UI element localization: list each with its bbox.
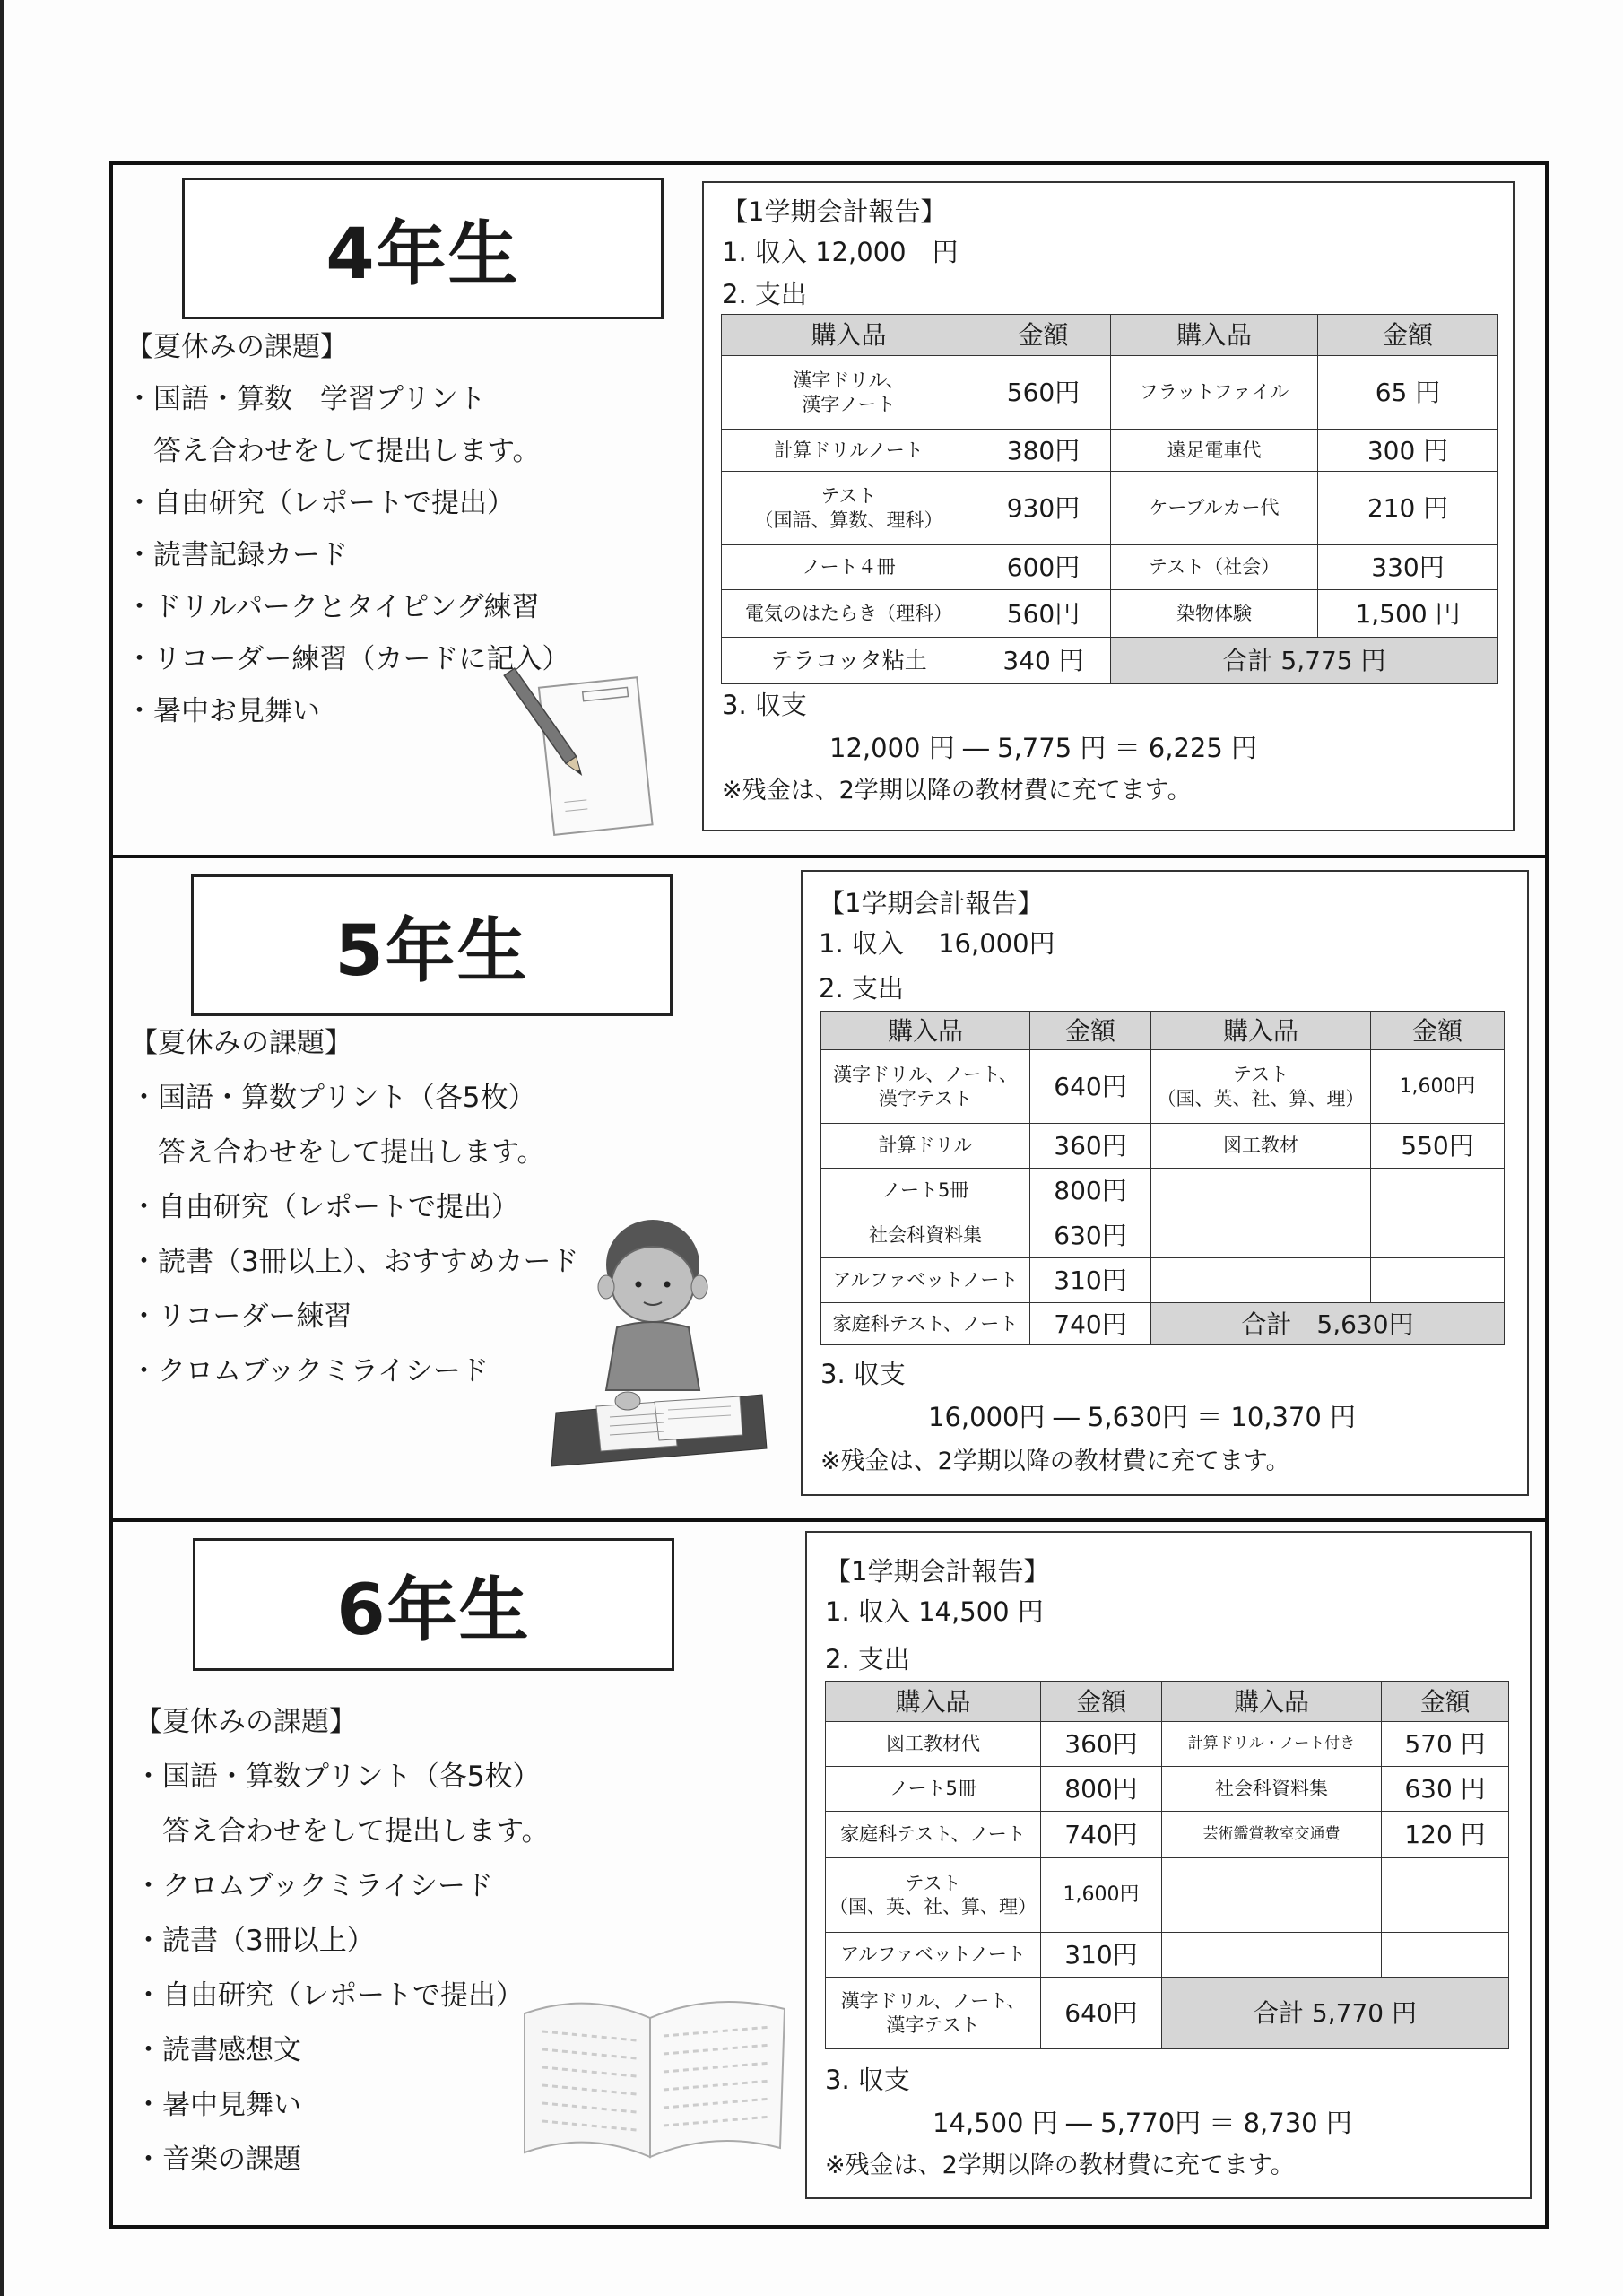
item-cell xyxy=(1162,1858,1382,1933)
header-item: 購入品 xyxy=(1111,315,1318,356)
item-cell: 図工教材 xyxy=(1151,1124,1371,1169)
table-row xyxy=(826,1812,1509,1858)
table-row xyxy=(821,1213,1505,1258)
amount-cell: 330円 xyxy=(1318,545,1498,590)
table-row xyxy=(722,590,1498,638)
item-cell: 染物体験 xyxy=(1111,590,1318,638)
amount-cell: 600円 xyxy=(976,545,1111,590)
task-item: ・ドリルパークとタイピング練習 xyxy=(126,591,540,623)
postcard-and-pencil-illustration xyxy=(484,664,673,843)
balance-equation: 16,000円 ― 5,630円 ＝ 10,370 円 xyxy=(928,1402,1357,1432)
balance-equation: 12,000 円 ― 5,775 円 ＝ 6,225 円 xyxy=(829,733,1258,763)
task-item: ・音楽の課題 xyxy=(135,2144,301,2176)
item-cell xyxy=(1151,1169,1371,1213)
task-item: ・自由研究（レポートで提出） xyxy=(135,1979,524,2012)
item-cell: 図工教材代 xyxy=(826,1722,1041,1767)
table-row xyxy=(722,430,1498,472)
amount-cell: 640円 xyxy=(1041,1978,1162,2049)
income-line: 1. 収入 12,000 円 xyxy=(722,237,959,267)
item-cell: 電気のはたらき（理科） xyxy=(722,590,976,638)
amount-cell: 1,500 円 xyxy=(1318,590,1498,638)
task-item: 答え合わせをして提出します。 xyxy=(126,435,541,467)
expense-heading: 2. 支出 xyxy=(819,973,904,1004)
grade6-task-list xyxy=(135,1695,550,2187)
item-cell: 計算ドリル xyxy=(821,1124,1030,1169)
tasks-heading: 【夏休みの課題】 xyxy=(126,331,348,363)
item-cell xyxy=(1151,1258,1371,1303)
amount-cell: 310円 xyxy=(1041,1933,1162,1978)
remainder-note: ※残金は、2学期以降の教材費に充てます。 xyxy=(825,2152,1295,2179)
amount-cell: 640円 xyxy=(1030,1050,1151,1124)
task-item: ・読書感想文 xyxy=(135,2034,301,2066)
item-cell: 計算ドリル・ノート付き xyxy=(1162,1722,1382,1767)
task-item: ・自由研究（レポートで提出） xyxy=(126,487,515,519)
amount-cell: 1,600円 xyxy=(1041,1858,1162,1933)
table-row xyxy=(821,1303,1505,1345)
report-heading: 【1学期会計報告】 xyxy=(819,888,1044,918)
table-row xyxy=(821,1169,1505,1213)
table-row xyxy=(821,1050,1505,1124)
task-item: 答え合わせをして提出します。 xyxy=(135,1815,550,1848)
table-row xyxy=(722,638,1498,684)
balance-heading: 3. 収支 xyxy=(825,2065,910,2095)
item-cell: 家庭科テスト、ノート xyxy=(821,1303,1030,1345)
item-cell: アルファベットノート xyxy=(821,1258,1030,1303)
table-row xyxy=(826,1722,1509,1767)
table-header-row xyxy=(826,1682,1509,1722)
amount-cell: 800円 xyxy=(1030,1169,1151,1213)
amount-cell: 65 円 xyxy=(1318,356,1498,430)
amount-cell xyxy=(1382,1858,1509,1933)
expense-table xyxy=(820,1011,1505,1345)
amount-cell xyxy=(1382,1933,1509,1978)
amount-cell: 120 円 xyxy=(1382,1812,1509,1858)
section-divider xyxy=(109,855,1549,858)
header-item: 購入品 xyxy=(722,315,976,356)
balance-heading: 3. 収支 xyxy=(722,690,807,720)
income-line: 1. 収入 16,000円 xyxy=(819,928,1055,959)
task-item: 答え合わせをして提出します。 xyxy=(130,1136,545,1169)
item-cell: フラットファイル xyxy=(1111,356,1318,430)
amount-cell xyxy=(1371,1213,1505,1258)
grade4-accounting-report xyxy=(702,181,1515,831)
amount-cell: 300 円 xyxy=(1318,430,1498,472)
item-cell: 計算ドリルノート xyxy=(722,430,976,472)
grade5-accounting-report xyxy=(801,870,1529,1496)
amount-cell xyxy=(1371,1169,1505,1213)
item-cell: テスト （国、英、社、算、理） xyxy=(826,1858,1041,1933)
amount-cell: 560円 xyxy=(976,356,1111,430)
table-row xyxy=(826,1933,1509,1978)
item-cell: 社会科資料集 xyxy=(821,1213,1030,1258)
amount-cell: 800円 xyxy=(1041,1767,1162,1812)
table-header-row xyxy=(821,1012,1505,1050)
balance-equation: 14,500 円 ― 5,770円 ＝ 8,730 円 xyxy=(933,2108,1352,2138)
report-heading: 【1学期会計報告】 xyxy=(722,196,947,227)
amount-cell: 740円 xyxy=(1030,1303,1151,1345)
amount-cell: 310円 xyxy=(1030,1258,1151,1303)
item-cell: テスト （国語、算数、理科） xyxy=(722,472,976,545)
expense-table xyxy=(825,1681,1509,2049)
item-cell xyxy=(1162,1933,1382,1978)
item-cell: ノート４冊 xyxy=(722,545,976,590)
report-heading: 【1学期会計報告】 xyxy=(825,1556,1050,1587)
item-cell: テスト（社会） xyxy=(1111,545,1318,590)
table-row xyxy=(821,1124,1505,1169)
balance-heading: 3. 収支 xyxy=(820,1359,906,1389)
amount-cell: 570 円 xyxy=(1382,1722,1509,1767)
grade6-accounting-report xyxy=(805,1531,1532,2199)
remainder-note: ※残金は、2学期以降の教材費に充てます。 xyxy=(820,1448,1290,1475)
item-cell: 遠足電車代 xyxy=(1111,430,1318,472)
item-cell: ノート5冊 xyxy=(826,1767,1041,1812)
task-item: ・読書記録カード xyxy=(126,539,348,571)
amount-cell: 550円 xyxy=(1371,1124,1505,1169)
expense-heading: 2. 支出 xyxy=(722,279,807,309)
item-cell: アルファベットノート xyxy=(826,1933,1041,1978)
header-amount: 金額 xyxy=(976,315,1111,356)
header-item: 購入品 xyxy=(821,1012,1030,1050)
table-row xyxy=(826,1978,1509,2049)
task-item: ・読書（3冊以上）、おすすめカード xyxy=(130,1246,579,1278)
tasks-heading: 【夏休みの課題】 xyxy=(130,1027,352,1059)
item-cell: ケーブルカー代 xyxy=(1111,472,1318,545)
expense-heading: 2. 支出 xyxy=(825,1644,910,1674)
task-item: ・読書（3冊以上） xyxy=(135,1925,375,1957)
table-row xyxy=(722,472,1498,545)
item-cell: 漢字ドリル、ノート、 漢字テスト xyxy=(821,1050,1030,1124)
item-cell xyxy=(1151,1213,1371,1258)
table-row xyxy=(722,356,1498,430)
grade5-title: 5年生 xyxy=(191,874,673,1016)
amount-cell: 1,600円 xyxy=(1371,1050,1505,1124)
amount-cell: 930円 xyxy=(976,472,1111,545)
page-edge-rule xyxy=(0,0,4,2296)
amount-cell: 380円 xyxy=(976,430,1111,472)
task-item: ・暑中お見舞い xyxy=(126,695,320,727)
task-item: ・リコーダー練習 xyxy=(130,1300,352,1333)
header-amount: 金額 xyxy=(1318,315,1498,356)
task-item: ・国語・算数 学習プリント xyxy=(126,383,486,415)
amount-cell: 740円 xyxy=(1041,1812,1162,1858)
amount-cell: 360円 xyxy=(1030,1124,1151,1169)
item-cell: 漢字ドリル、ノート、 漢字テスト xyxy=(826,1978,1041,2049)
income-line: 1. 収入 14,500 円 xyxy=(825,1596,1044,1627)
header-item: 購入品 xyxy=(1162,1682,1382,1722)
amount-cell: 340 円 xyxy=(976,638,1111,684)
table-row xyxy=(826,1767,1509,1812)
amount-cell: 630 円 xyxy=(1382,1767,1509,1812)
header-amount: 金額 xyxy=(1371,1012,1505,1050)
task-item: ・リコーダー練習（カードに記入） xyxy=(126,643,570,675)
task-item: ・国語・算数プリント（各5枚） xyxy=(135,1761,541,1793)
total-cell: 合計 5,630円 xyxy=(1151,1303,1505,1345)
grade6-title: 6年生 xyxy=(193,1538,674,1671)
item-cell: 漢字ドリル、 漢字ノート xyxy=(722,356,976,430)
item-cell: テラコッタ粘土 xyxy=(722,638,976,684)
item-cell: 社会科資料集 xyxy=(1162,1767,1382,1812)
task-item: ・暑中見舞い xyxy=(135,2089,301,2121)
total-cell: 合計 5,775 円 xyxy=(1111,638,1498,684)
item-cell: ノート5冊 xyxy=(821,1169,1030,1213)
table-row xyxy=(826,1858,1509,1933)
table-header-row xyxy=(722,315,1498,356)
header-item: 購入品 xyxy=(1151,1012,1371,1050)
item-cell: 家庭科テスト、ノート xyxy=(826,1812,1041,1858)
table-row xyxy=(821,1258,1505,1303)
tasks-heading: 【夏休みの課題】 xyxy=(135,1706,357,1738)
section-divider xyxy=(109,1518,1549,1522)
task-item: ・自由研究（レポートで提出） xyxy=(130,1191,519,1223)
header-amount: 金額 xyxy=(1030,1012,1151,1050)
grade4-title: 4年生 xyxy=(182,178,664,319)
item-cell: テスト （国、英、社、算、理） xyxy=(1151,1050,1371,1124)
header-item: 購入品 xyxy=(826,1682,1041,1722)
amount-cell: 630円 xyxy=(1030,1213,1151,1258)
total-cell: 合計 5,770 円 xyxy=(1162,1978,1509,2049)
amount-cell: 360円 xyxy=(1041,1722,1162,1767)
grade5-task-list xyxy=(130,1016,579,1399)
task-item: ・クロムブックミライシード xyxy=(135,1870,493,1902)
expense-table xyxy=(721,314,1498,684)
item-cell: 芸術鑑賞教室交通費 xyxy=(1162,1812,1382,1858)
table-row xyxy=(722,545,1498,590)
boy-studying-illustration xyxy=(538,1211,780,1471)
remainder-note: ※残金は、2学期以降の教材費に充てます。 xyxy=(722,777,1192,804)
amount-cell xyxy=(1371,1258,1505,1303)
amount-cell: 210 円 xyxy=(1318,472,1498,545)
amount-cell: 560円 xyxy=(976,590,1111,638)
task-item: ・クロムブックミライシード xyxy=(130,1355,489,1387)
task-item: ・国語・算数プリント（各5枚） xyxy=(130,1082,536,1114)
open-book-illustration xyxy=(516,1978,794,2175)
header-amount: 金額 xyxy=(1041,1682,1162,1722)
header-amount: 金額 xyxy=(1382,1682,1509,1722)
